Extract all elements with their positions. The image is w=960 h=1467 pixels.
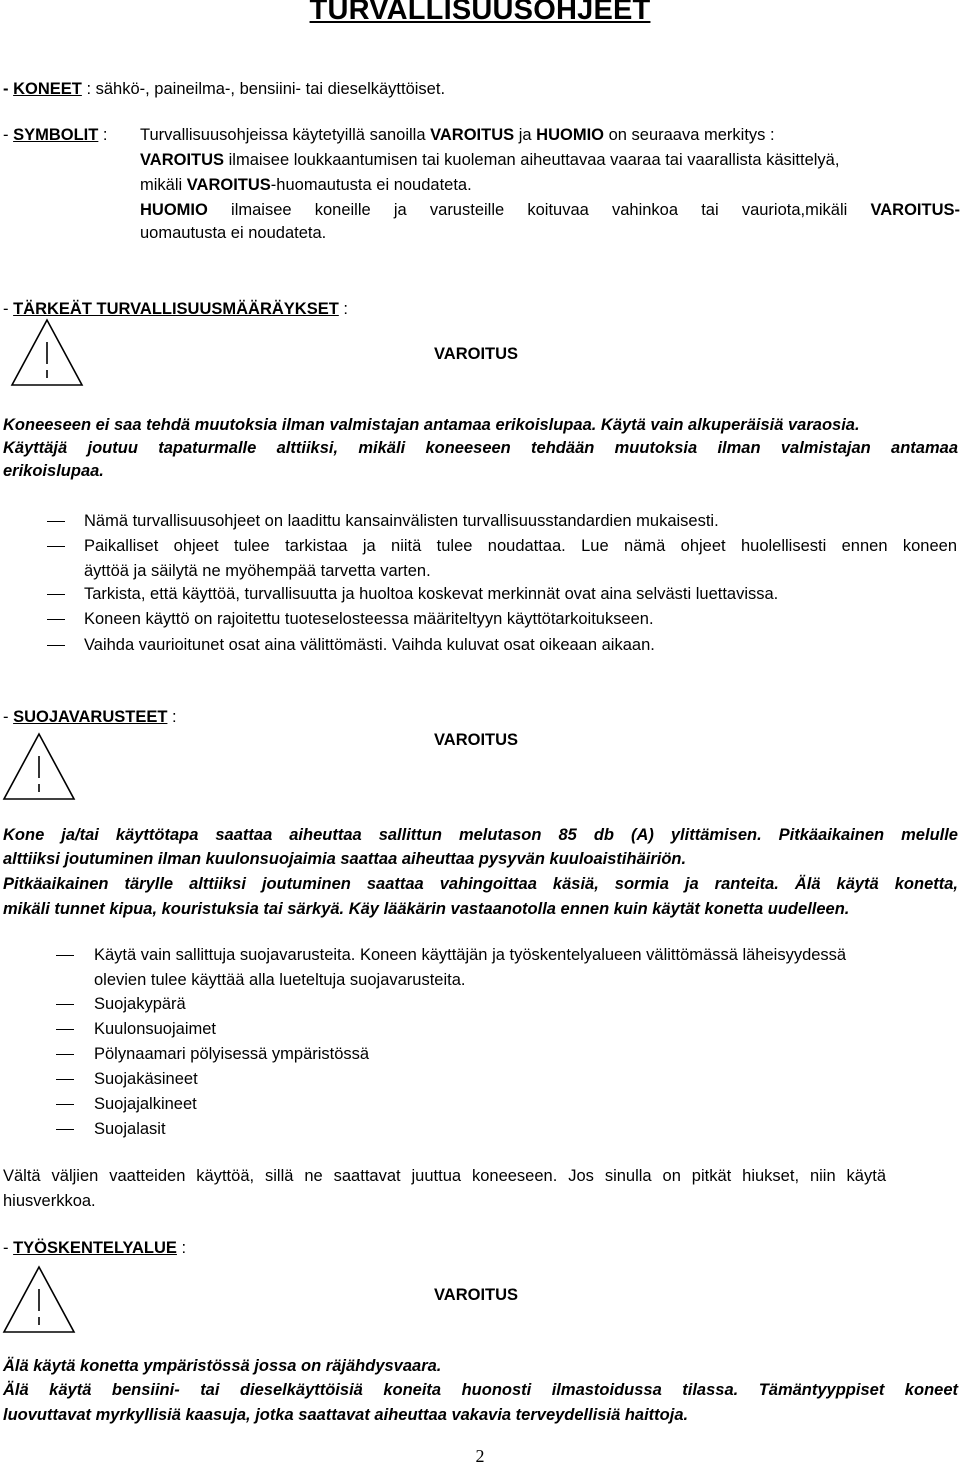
suojavarusteet-heading: SUOJAVARUSTEET bbox=[13, 708, 168, 726]
varoitus-term: VAROITUS bbox=[140, 151, 225, 169]
tyoskentelyalue-heading-line bbox=[3, 1237, 186, 1259]
tyoskentelyalue-heading: TYÖSKENTELYALUE bbox=[13, 1239, 177, 1257]
suojavarusteet-warning-text-3: Pitkäaikainen tärylle alttiiksi joutuminen saattaa vahingoittaa käsiä, sormia ja ranteita. Älä käytä konetta, bbox=[3, 875, 958, 893]
tarkeat-heading-line bbox=[3, 298, 348, 320]
huomio-term: HUOMIO bbox=[536, 126, 604, 144]
symbolit-text: mikäli bbox=[140, 176, 187, 194]
varoitus-term: VAROITUS bbox=[870, 201, 955, 219]
tarkeat-prefix: - bbox=[3, 300, 14, 318]
tarkeat-warning-text-3: erikoislupaa. bbox=[3, 462, 104, 480]
huomio-term: HUOMIO bbox=[140, 201, 208, 219]
warning-label: VAROITUS bbox=[434, 345, 519, 363]
list-item: Koneen käyttö on rajoitettu tuoteselosteessa määriteltyyn käyttötarkoitukseen. bbox=[84, 610, 654, 628]
symbolit-text: ilmaisee loukkaantumisen tai kuoleman aiheuttavaa vaaraa tai vaarallista käsittelyä, bbox=[224, 151, 840, 169]
symbolit-line-1 bbox=[140, 124, 775, 146]
list-item: Suojalasit bbox=[94, 1120, 166, 1138]
list-item: Paikalliset ohjeet tulee tarkistaa ja niitä tulee noudattaa. Lue nämä ohjeet huolellisesti ennen koneen bbox=[84, 537, 957, 555]
bullet-dash bbox=[56, 1029, 74, 1030]
bullet-dash bbox=[56, 1104, 74, 1105]
warning-triangle-icon bbox=[10, 318, 84, 388]
bullet-dash bbox=[56, 1054, 74, 1055]
page-number: 2 bbox=[475, 1446, 485, 1466]
suojavarusteet-warning-text-2: alttiiksi joutuminen ilman kuulonsuojaimia saattaa aiheuttaa pysyvän kuuloaistihäiriön. bbox=[3, 850, 687, 868]
varoitus-term: VAROITUS bbox=[186, 176, 271, 194]
warning-triangle-icon bbox=[2, 732, 76, 802]
list-item: Vaihda vaurioitunet osat aina välittömästi. Vaihda kuluvat osat oikeaan aikaan. bbox=[84, 636, 655, 654]
list-item: Kuulonsuojaimet bbox=[94, 1020, 216, 1038]
symbolit-heading: SYMBOLIT bbox=[13, 126, 99, 144]
tarkeat-heading: TÄRKEÄT TURVALLISUUSMÄÄRÄYKSET bbox=[13, 300, 339, 318]
warning-label: VAROITUS bbox=[434, 1286, 519, 1304]
suojavarusteet-heading-line bbox=[3, 706, 177, 728]
suojavarusteet-colon: : bbox=[167, 708, 177, 726]
symbolit-line-4 bbox=[140, 199, 960, 221]
tarkeat-warning-text-1: Koneeseen ei saa tehdä muutoksia ilman valmistajan antamaa erikoislupaa. Käytä vain alkuperäisiä varaosia. bbox=[3, 416, 860, 434]
symbolit-prefix: - bbox=[3, 126, 14, 144]
tyoskentelyalue-warning-text-3: luovuttavat myrkyllisiä kaasuja, jotka saattavat aiheuttaa vakavia terveydellisiä haittoja. bbox=[3, 1406, 689, 1424]
suojavarusteet-warning-text-4: mikäli tunnet kipua, kouristuksia tai särkyä. Käy lääkärin vastaanotolla ennen kuin käytät konetta uudelleen. bbox=[3, 900, 850, 918]
bullet-dash bbox=[56, 955, 74, 956]
list-item-continuation: olevien tulee käyttää alla lueteltuja suojavarusteita. bbox=[94, 971, 466, 989]
koneet-line bbox=[3, 78, 445, 100]
symbolit-text: ilmaisee koneille ja varusteille koituvaa vahinkoa tai vauriota,mikäli bbox=[207, 201, 871, 219]
list-item: Suojajalkineet bbox=[94, 1095, 197, 1113]
symbolit-text: -huomautusta ei noudateta. bbox=[270, 176, 472, 194]
tyoskentelyalue-warning-text-2: Älä käytä bensiini- tai dieselkäyttöisiä koneita huonosti ilmastoidussa tilassa. Tämäntyyppiset koneet bbox=[3, 1381, 958, 1399]
page-title: TURVALLISUUSOHJEET bbox=[309, 0, 651, 26]
suojavarusteet-prefix: - bbox=[3, 708, 14, 726]
list-item: Tarkista, että käyttöä, turvallisuutta ja huoltoa koskevat merkinnät ovat aina selvästi luettavissa. bbox=[84, 585, 779, 603]
list-item-continuation: äyttöä ja säilytä ne myöhempää tarvetta varten. bbox=[84, 562, 431, 580]
symbolit-line-5: uomautusta ei noudateta. bbox=[140, 224, 327, 242]
symbolit-colon: : bbox=[98, 126, 108, 144]
list-item: Pölynaamari pölyisessä ympäristössä bbox=[94, 1045, 370, 1063]
bullet-dash bbox=[56, 1079, 74, 1080]
bullet-dash bbox=[47, 619, 65, 620]
list-item: Käytä vain sallittuja suojavarusteita. Koneen käyttäjän ja työskentelyalueen välittömässä läheisyydessä bbox=[94, 946, 847, 964]
bullet-dash bbox=[47, 594, 65, 595]
tyoskentelyalue-warning-text-1: Älä käytä konetta ympäristössä jossa on räjähdysvaara. bbox=[3, 1357, 442, 1375]
suojavarusteet-note-2: hiusverkkoa. bbox=[3, 1192, 96, 1210]
tarkeat-colon: : bbox=[338, 300, 348, 318]
bullet-dash bbox=[56, 1129, 74, 1130]
tyoskentelyalue-colon: : bbox=[176, 1239, 187, 1257]
symbolit-text: on seuraava merkitys : bbox=[604, 126, 775, 144]
suojavarusteet-note-1: Vältä väljien vaatteiden käyttöä, sillä ne saattavat juuttua koneeseen. Jos sinulla on pitkät hiukset, niin käytä bbox=[3, 1167, 886, 1185]
koneet-text: : sähkö-, paineilma-, bensiini- tai dieselkäyttöiset. bbox=[81, 80, 446, 98]
symbolit-text: Turvallisuusohjeissa käytetyillä sanoilla bbox=[140, 126, 431, 144]
tyoskentelyalue-prefix: - bbox=[3, 1239, 14, 1257]
warning-label: VAROITUS bbox=[434, 731, 519, 749]
bullet-dash bbox=[47, 521, 65, 522]
warning-triangle-icon bbox=[2, 1265, 76, 1335]
symbolit-text: ja bbox=[514, 126, 537, 144]
list-item: Suojakypärä bbox=[94, 995, 186, 1013]
bullet-dash bbox=[56, 1004, 74, 1005]
suojavarusteet-warning-text-1: Kone ja/tai käyttötapa saattaa aiheuttaa sallittun melutason 85 db (A) ylittämisen. Pitkäaikainen melulle bbox=[3, 826, 958, 844]
list-item: Suojakäsineet bbox=[94, 1070, 198, 1088]
symbolit-line-3 bbox=[140, 174, 472, 196]
symbolit-hyphen: - bbox=[954, 201, 960, 219]
tarkeat-warning-text-2: Käyttäjä joutuu tapaturmalle alttiiksi, mikäli koneeseen tehdään muutoksia ilman valmistajan antamaa bbox=[3, 439, 958, 457]
koneet-heading: KONEET bbox=[13, 80, 82, 98]
varoitus-term: VAROITUS bbox=[430, 126, 515, 144]
bullet-dash bbox=[47, 645, 65, 646]
symbolit-heading-line bbox=[3, 124, 108, 146]
symbolit-line-2 bbox=[140, 149, 839, 171]
list-item: Nämä turvallisuusohjeet on laadittu kansainvälisten turvallisuusstandardien mukaisesti. bbox=[84, 512, 719, 530]
bullet-dash bbox=[47, 546, 65, 547]
koneet-prefix: - bbox=[3, 80, 14, 98]
